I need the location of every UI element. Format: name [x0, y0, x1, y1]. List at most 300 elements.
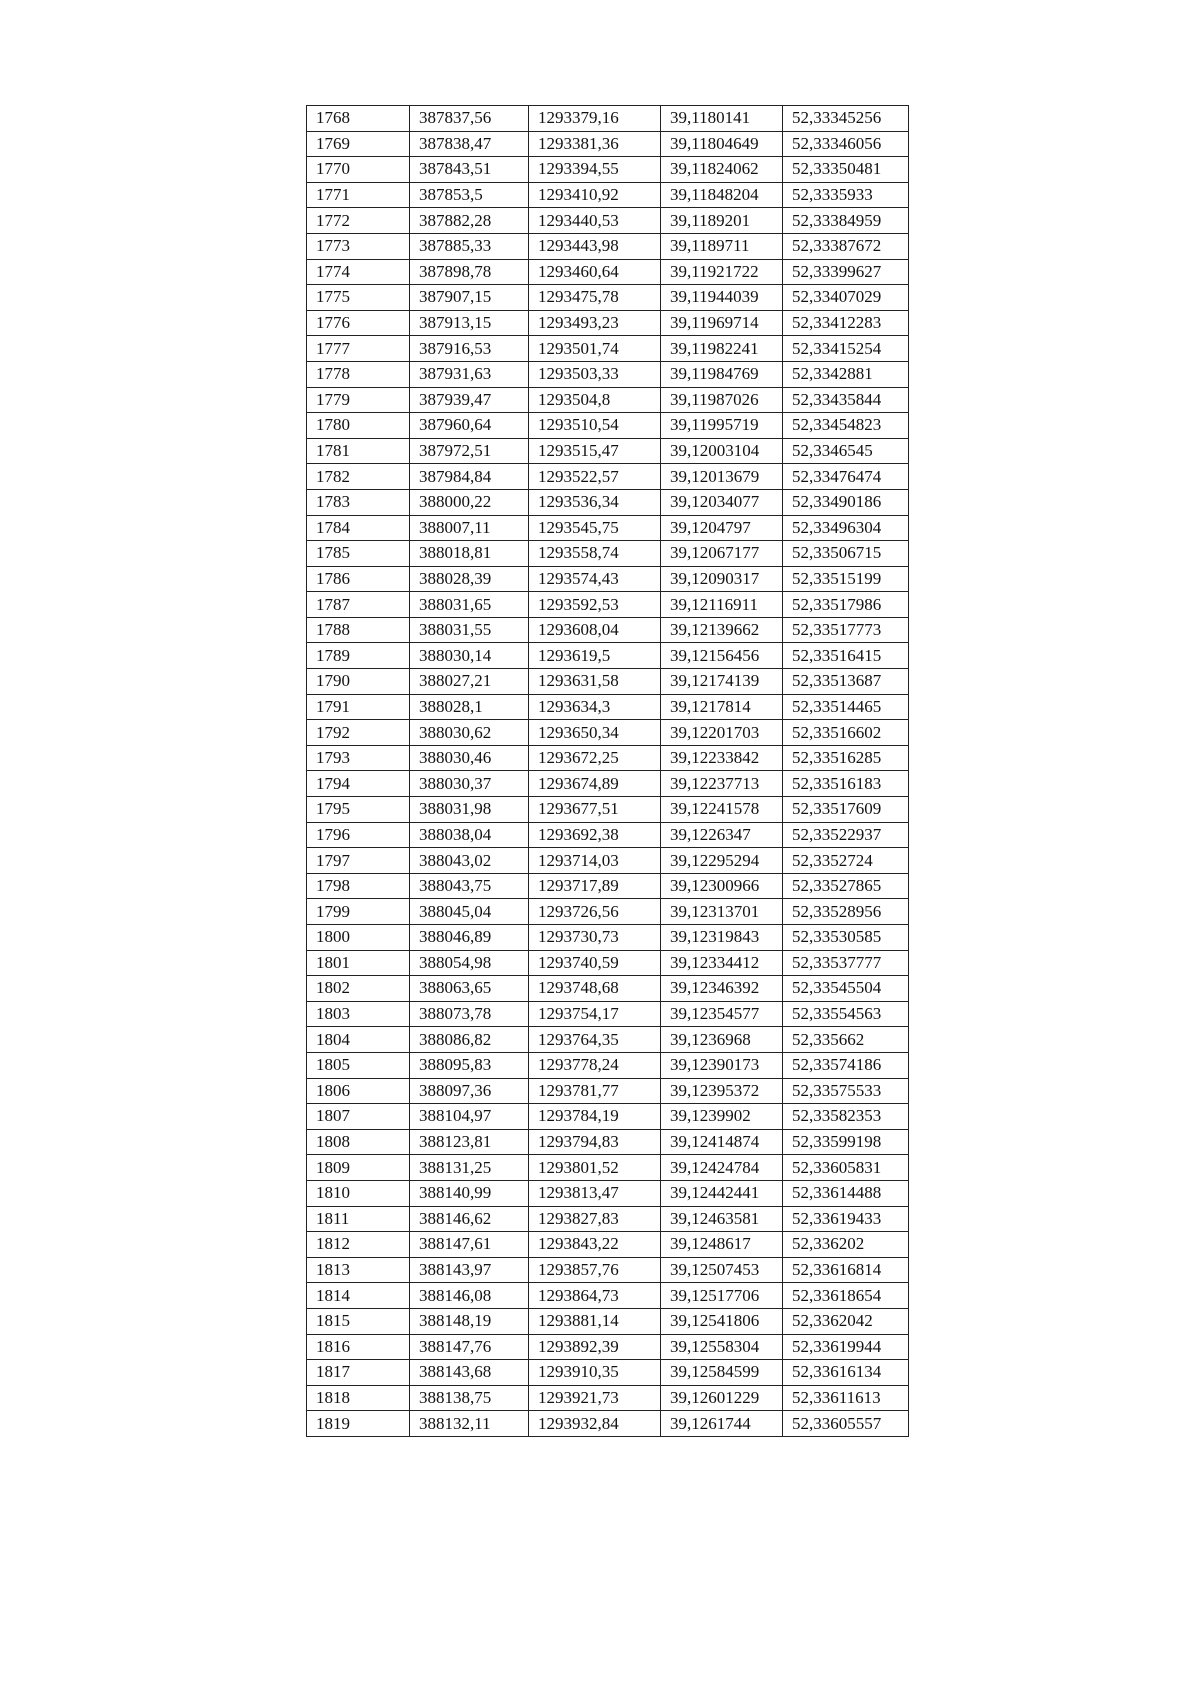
table-row: [307, 541, 909, 567]
table-row: [307, 285, 909, 311]
table-row: [307, 361, 909, 387]
longitude-cell: 39,1217814: [661, 694, 783, 720]
point-number-cell: 1805: [307, 1052, 410, 1078]
y-coordinate-cell: 1293864,73: [529, 1283, 661, 1309]
x-coordinate-cell: 388146,62: [410, 1206, 529, 1232]
latitude-cell: 52,33618654: [783, 1283, 909, 1309]
longitude-cell: 39,12067177: [661, 541, 783, 567]
x-coordinate-cell: 388030,37: [410, 771, 529, 797]
point-number-cell: 1810: [307, 1180, 410, 1206]
latitude-cell: 52,33517986: [783, 592, 909, 618]
latitude-cell: 52,33513687: [783, 669, 909, 695]
x-coordinate-cell: 388147,61: [410, 1232, 529, 1258]
latitude-cell: 52,33454823: [783, 413, 909, 439]
y-coordinate-cell: 1293730,73: [529, 925, 661, 951]
x-coordinate-cell: 388143,97: [410, 1257, 529, 1283]
point-number-cell: 1782: [307, 464, 410, 490]
longitude-cell: 39,12584599: [661, 1360, 783, 1386]
x-coordinate-cell: 388140,99: [410, 1180, 529, 1206]
x-coordinate-cell: 388027,21: [410, 669, 529, 695]
x-coordinate-cell: 388043,75: [410, 873, 529, 899]
x-coordinate-cell: 387960,64: [410, 413, 529, 439]
x-coordinate-cell: 388018,81: [410, 541, 529, 567]
latitude-cell: 52,33412283: [783, 310, 909, 336]
latitude-cell: 52,33516183: [783, 771, 909, 797]
longitude-cell: 39,12319843: [661, 925, 783, 951]
longitude-cell: 39,1204797: [661, 515, 783, 541]
table-row: [307, 1155, 909, 1181]
longitude-cell: 39,1236968: [661, 1027, 783, 1053]
longitude-cell: 39,12346392: [661, 976, 783, 1002]
point-number-cell: 1819: [307, 1411, 410, 1437]
y-coordinate-cell: 1293501,74: [529, 336, 661, 362]
x-coordinate-cell: 388123,81: [410, 1129, 529, 1155]
x-coordinate-cell: 388043,02: [410, 848, 529, 874]
y-coordinate-cell: 1293475,78: [529, 285, 661, 311]
x-coordinate-cell: 387843,51: [410, 157, 529, 183]
longitude-cell: 39,12116911: [661, 592, 783, 618]
latitude-cell: 52,33346056: [783, 131, 909, 157]
longitude-cell: 39,11987026: [661, 387, 783, 413]
y-coordinate-cell: 1293813,47: [529, 1180, 661, 1206]
y-coordinate-cell: 1293608,04: [529, 617, 661, 643]
y-coordinate-cell: 1293748,68: [529, 976, 661, 1002]
y-coordinate-cell: 1293443,98: [529, 233, 661, 259]
longitude-cell: 39,1248617: [661, 1232, 783, 1258]
point-number-cell: 1794: [307, 771, 410, 797]
point-number-cell: 1787: [307, 592, 410, 618]
point-number-cell: 1809: [307, 1155, 410, 1181]
x-coordinate-cell: 388146,08: [410, 1283, 529, 1309]
y-coordinate-cell: 1293650,34: [529, 720, 661, 746]
x-coordinate-cell: 388038,04: [410, 822, 529, 848]
y-coordinate-cell: 1293857,76: [529, 1257, 661, 1283]
y-coordinate-cell: 1293381,36: [529, 131, 661, 157]
y-coordinate-cell: 1293493,23: [529, 310, 661, 336]
table-row: [307, 1308, 909, 1334]
x-coordinate-cell: 387885,33: [410, 233, 529, 259]
latitude-cell: 52,33476474: [783, 464, 909, 490]
y-coordinate-cell: 1293545,75: [529, 515, 661, 541]
point-number-cell: 1816: [307, 1334, 410, 1360]
point-number-cell: 1804: [307, 1027, 410, 1053]
latitude-cell: 52,33619944: [783, 1334, 909, 1360]
table-row: [307, 413, 909, 439]
longitude-cell: 39,11848204: [661, 182, 783, 208]
table-row: [307, 720, 909, 746]
latitude-cell: 52,33619433: [783, 1206, 909, 1232]
x-coordinate-cell: 387838,47: [410, 131, 529, 157]
latitude-cell: 52,33582353: [783, 1104, 909, 1130]
latitude-cell: 52,3342881: [783, 361, 909, 387]
longitude-cell: 39,12034077: [661, 489, 783, 515]
x-coordinate-cell: 388147,76: [410, 1334, 529, 1360]
table-row: [307, 771, 909, 797]
latitude-cell: 52,33616814: [783, 1257, 909, 1283]
table-row: [307, 438, 909, 464]
point-number-cell: 1817: [307, 1360, 410, 1386]
y-coordinate-cell: 1293522,57: [529, 464, 661, 490]
longitude-cell: 39,1189201: [661, 208, 783, 234]
y-coordinate-cell: 1293843,22: [529, 1232, 661, 1258]
longitude-cell: 39,12300966: [661, 873, 783, 899]
longitude-cell: 39,12601229: [661, 1385, 783, 1411]
longitude-cell: 39,12390173: [661, 1052, 783, 1078]
table-row: [307, 643, 909, 669]
point-number-cell: 1791: [307, 694, 410, 720]
y-coordinate-cell: 1293394,55: [529, 157, 661, 183]
latitude-cell: 52,33517609: [783, 797, 909, 823]
longitude-cell: 39,12003104: [661, 438, 783, 464]
y-coordinate-cell: 1293881,14: [529, 1308, 661, 1334]
x-coordinate-cell: 388095,83: [410, 1052, 529, 1078]
point-number-cell: 1778: [307, 361, 410, 387]
point-number-cell: 1813: [307, 1257, 410, 1283]
x-coordinate-cell: 388028,39: [410, 566, 529, 592]
latitude-cell: 52,33514465: [783, 694, 909, 720]
longitude-cell: 39,12517706: [661, 1283, 783, 1309]
table-row: [307, 515, 909, 541]
table-row: [307, 131, 909, 157]
y-coordinate-cell: 1293440,53: [529, 208, 661, 234]
coordinates-table: [306, 105, 909, 1437]
x-coordinate-cell: 387916,53: [410, 336, 529, 362]
x-coordinate-cell: 388031,65: [410, 592, 529, 618]
latitude-cell: 52,33517773: [783, 617, 909, 643]
latitude-cell: 52,33345256: [783, 106, 909, 132]
longitude-cell: 39,12414874: [661, 1129, 783, 1155]
x-coordinate-cell: 387898,78: [410, 259, 529, 285]
longitude-cell: 39,1189711: [661, 233, 783, 259]
latitude-cell: 52,33599198: [783, 1129, 909, 1155]
table-row: [307, 694, 909, 720]
x-coordinate-cell: 387882,28: [410, 208, 529, 234]
table-row: [307, 1078, 909, 1104]
latitude-cell: 52,33605831: [783, 1155, 909, 1181]
latitude-cell: 52,33554563: [783, 1001, 909, 1027]
y-coordinate-cell: 1293827,83: [529, 1206, 661, 1232]
latitude-cell: 52,33530585: [783, 925, 909, 951]
y-coordinate-cell: 1293784,19: [529, 1104, 661, 1130]
y-coordinate-cell: 1293781,77: [529, 1078, 661, 1104]
table-row: [307, 950, 909, 976]
latitude-cell: 52,33614488: [783, 1180, 909, 1206]
table-row: [307, 1283, 909, 1309]
point-number-cell: 1774: [307, 259, 410, 285]
longitude-cell: 39,12013679: [661, 464, 783, 490]
point-number-cell: 1779: [307, 387, 410, 413]
y-coordinate-cell: 1293558,74: [529, 541, 661, 567]
table-row: [307, 592, 909, 618]
y-coordinate-cell: 1293379,16: [529, 106, 661, 132]
point-number-cell: 1796: [307, 822, 410, 848]
latitude-cell: 52,3335933: [783, 182, 909, 208]
table-row: [307, 745, 909, 771]
y-coordinate-cell: 1293634,3: [529, 694, 661, 720]
longitude-cell: 39,12558304: [661, 1334, 783, 1360]
y-coordinate-cell: 1293754,17: [529, 1001, 661, 1027]
latitude-cell: 52,33490186: [783, 489, 909, 515]
x-coordinate-cell: 388030,46: [410, 745, 529, 771]
longitude-cell: 39,12156456: [661, 643, 783, 669]
y-coordinate-cell: 1293619,5: [529, 643, 661, 669]
y-coordinate-cell: 1293692,38: [529, 822, 661, 848]
table-row: [307, 899, 909, 925]
point-number-cell: 1790: [307, 669, 410, 695]
point-number-cell: 1797: [307, 848, 410, 874]
x-coordinate-cell: 388104,97: [410, 1104, 529, 1130]
y-coordinate-cell: 1293932,84: [529, 1411, 661, 1437]
x-coordinate-cell: 388046,89: [410, 925, 529, 951]
table-row: [307, 1206, 909, 1232]
latitude-cell: 52,33435844: [783, 387, 909, 413]
x-coordinate-cell: 388131,25: [410, 1155, 529, 1181]
point-number-cell: 1785: [307, 541, 410, 567]
table-row: [307, 1180, 909, 1206]
point-number-cell: 1798: [307, 873, 410, 899]
point-number-cell: 1808: [307, 1129, 410, 1155]
longitude-cell: 39,12233842: [661, 745, 783, 771]
point-number-cell: 1802: [307, 976, 410, 1002]
point-number-cell: 1772: [307, 208, 410, 234]
point-number-cell: 1773: [307, 233, 410, 259]
longitude-cell: 39,1226347: [661, 822, 783, 848]
latitude-cell: 52,3362042: [783, 1308, 909, 1334]
table-row: [307, 489, 909, 515]
point-number-cell: 1783: [307, 489, 410, 515]
x-coordinate-cell: 388143,68: [410, 1360, 529, 1386]
y-coordinate-cell: 1293921,73: [529, 1385, 661, 1411]
longitude-cell: 39,12507453: [661, 1257, 783, 1283]
x-coordinate-cell: 388030,14: [410, 643, 529, 669]
latitude-cell: 52,33407029: [783, 285, 909, 311]
longitude-cell: 39,12334412: [661, 950, 783, 976]
point-number-cell: 1803: [307, 1001, 410, 1027]
x-coordinate-cell: 387853,5: [410, 182, 529, 208]
longitude-cell: 39,12237713: [661, 771, 783, 797]
table-row: [307, 566, 909, 592]
x-coordinate-cell: 388063,65: [410, 976, 529, 1002]
point-number-cell: 1776: [307, 310, 410, 336]
table-row: [307, 617, 909, 643]
table-row: [307, 310, 909, 336]
table-row: [307, 1411, 909, 1437]
table-row: [307, 1360, 909, 1386]
x-coordinate-cell: 388073,78: [410, 1001, 529, 1027]
latitude-cell: 52,33574186: [783, 1052, 909, 1078]
table-row: [307, 259, 909, 285]
point-number-cell: 1784: [307, 515, 410, 541]
longitude-cell: 39,1261744: [661, 1411, 783, 1437]
table-row: [307, 157, 909, 183]
longitude-cell: 39,1180141: [661, 106, 783, 132]
x-coordinate-cell: 388030,62: [410, 720, 529, 746]
y-coordinate-cell: 1293674,89: [529, 771, 661, 797]
y-coordinate-cell: 1293460,64: [529, 259, 661, 285]
table-row: [307, 976, 909, 1002]
longitude-cell: 39,12090317: [661, 566, 783, 592]
longitude-cell: 39,12354577: [661, 1001, 783, 1027]
longitude-cell: 39,12313701: [661, 899, 783, 925]
x-coordinate-cell: 387907,15: [410, 285, 529, 311]
y-coordinate-cell: 1293801,52: [529, 1155, 661, 1181]
point-number-cell: 1788: [307, 617, 410, 643]
longitude-cell: 39,12541806: [661, 1308, 783, 1334]
table-row: [307, 1257, 909, 1283]
y-coordinate-cell: 1293677,51: [529, 797, 661, 823]
longitude-cell: 39,11824062: [661, 157, 783, 183]
table-row: [307, 1027, 909, 1053]
latitude-cell: 52,3346545: [783, 438, 909, 464]
table-row: [307, 182, 909, 208]
x-coordinate-cell: 388028,1: [410, 694, 529, 720]
latitude-cell: 52,3352724: [783, 848, 909, 874]
y-coordinate-cell: 1293892,39: [529, 1334, 661, 1360]
longitude-cell: 39,12201703: [661, 720, 783, 746]
x-coordinate-cell: 388086,82: [410, 1027, 529, 1053]
x-coordinate-cell: 387984,84: [410, 464, 529, 490]
longitude-cell: 39,1239902: [661, 1104, 783, 1130]
point-number-cell: 1769: [307, 131, 410, 157]
point-number-cell: 1781: [307, 438, 410, 464]
x-coordinate-cell: 388054,98: [410, 950, 529, 976]
x-coordinate-cell: 387972,51: [410, 438, 529, 464]
point-number-cell: 1818: [307, 1385, 410, 1411]
table-row: [307, 1052, 909, 1078]
y-coordinate-cell: 1293503,33: [529, 361, 661, 387]
table-row: [307, 822, 909, 848]
y-coordinate-cell: 1293536,34: [529, 489, 661, 515]
y-coordinate-cell: 1293910,35: [529, 1360, 661, 1386]
point-number-cell: 1806: [307, 1078, 410, 1104]
longitude-cell: 39,12295294: [661, 848, 783, 874]
table-row: [307, 1104, 909, 1130]
y-coordinate-cell: 1293740,59: [529, 950, 661, 976]
x-coordinate-cell: 388031,98: [410, 797, 529, 823]
point-number-cell: 1812: [307, 1232, 410, 1258]
table-row: [307, 848, 909, 874]
latitude-cell: 52,33527865: [783, 873, 909, 899]
x-coordinate-cell: 388000,22: [410, 489, 529, 515]
x-coordinate-cell: 388138,75: [410, 1385, 529, 1411]
longitude-cell: 39,11944039: [661, 285, 783, 311]
longitude-cell: 39,11982241: [661, 336, 783, 362]
y-coordinate-cell: 1293504,8: [529, 387, 661, 413]
latitude-cell: 52,33415254: [783, 336, 909, 362]
table-row: [307, 336, 909, 362]
x-coordinate-cell: 388031,55: [410, 617, 529, 643]
longitude-cell: 39,11921722: [661, 259, 783, 285]
x-coordinate-cell: 387939,47: [410, 387, 529, 413]
latitude-cell: 52,33575533: [783, 1078, 909, 1104]
point-number-cell: 1811: [307, 1206, 410, 1232]
x-coordinate-cell: 388045,04: [410, 899, 529, 925]
y-coordinate-cell: 1293672,25: [529, 745, 661, 771]
table-row: [307, 464, 909, 490]
latitude-cell: 52,33545504: [783, 976, 909, 1002]
point-number-cell: 1775: [307, 285, 410, 311]
point-number-cell: 1799: [307, 899, 410, 925]
point-number-cell: 1800: [307, 925, 410, 951]
table-row: [307, 669, 909, 695]
coordinates-table-body: [307, 106, 909, 1437]
point-number-cell: 1777: [307, 336, 410, 362]
y-coordinate-cell: 1293515,47: [529, 438, 661, 464]
x-coordinate-cell: 387837,56: [410, 106, 529, 132]
latitude-cell: 52,33616134: [783, 1360, 909, 1386]
longitude-cell: 39,12174139: [661, 669, 783, 695]
y-coordinate-cell: 1293631,58: [529, 669, 661, 695]
point-number-cell: 1801: [307, 950, 410, 976]
table-row: [307, 1129, 909, 1155]
latitude-cell: 52,33611613: [783, 1385, 909, 1411]
latitude-cell: 52,33516415: [783, 643, 909, 669]
point-number-cell: 1792: [307, 720, 410, 746]
x-coordinate-cell: 388097,36: [410, 1078, 529, 1104]
latitude-cell: 52,33528956: [783, 899, 909, 925]
table-row: [307, 208, 909, 234]
point-number-cell: 1793: [307, 745, 410, 771]
x-coordinate-cell: 387913,15: [410, 310, 529, 336]
longitude-cell: 39,12424784: [661, 1155, 783, 1181]
latitude-cell: 52,33537777: [783, 950, 909, 976]
point-number-cell: 1786: [307, 566, 410, 592]
point-number-cell: 1815: [307, 1308, 410, 1334]
table-row: [307, 797, 909, 823]
y-coordinate-cell: 1293592,53: [529, 592, 661, 618]
table-row: [307, 1385, 909, 1411]
y-coordinate-cell: 1293510,54: [529, 413, 661, 439]
point-number-cell: 1771: [307, 182, 410, 208]
latitude-cell: 52,33522937: [783, 822, 909, 848]
y-coordinate-cell: 1293574,43: [529, 566, 661, 592]
latitude-cell: 52,33496304: [783, 515, 909, 541]
latitude-cell: 52,33350481: [783, 157, 909, 183]
longitude-cell: 39,12241578: [661, 797, 783, 823]
y-coordinate-cell: 1293410,92: [529, 182, 661, 208]
point-number-cell: 1780: [307, 413, 410, 439]
x-coordinate-cell: 388007,11: [410, 515, 529, 541]
y-coordinate-cell: 1293726,56: [529, 899, 661, 925]
latitude-cell: 52,33516285: [783, 745, 909, 771]
latitude-cell: 52,336202: [783, 1232, 909, 1258]
latitude-cell: 52,33515199: [783, 566, 909, 592]
point-number-cell: 1789: [307, 643, 410, 669]
latitude-cell: 52,33605557: [783, 1411, 909, 1437]
x-coordinate-cell: 388148,19: [410, 1308, 529, 1334]
longitude-cell: 39,11969714: [661, 310, 783, 336]
y-coordinate-cell: 1293764,35: [529, 1027, 661, 1053]
point-number-cell: 1795: [307, 797, 410, 823]
longitude-cell: 39,12395372: [661, 1078, 783, 1104]
latitude-cell: 52,335662: [783, 1027, 909, 1053]
y-coordinate-cell: 1293717,89: [529, 873, 661, 899]
table-row: [307, 106, 909, 132]
table-row: [307, 233, 909, 259]
longitude-cell: 39,12442441: [661, 1180, 783, 1206]
latitude-cell: 52,33384959: [783, 208, 909, 234]
longitude-cell: 39,12139662: [661, 617, 783, 643]
table-row: [307, 873, 909, 899]
latitude-cell: 52,33399627: [783, 259, 909, 285]
x-coordinate-cell: 387931,63: [410, 361, 529, 387]
table-row: [307, 1232, 909, 1258]
y-coordinate-cell: 1293794,83: [529, 1129, 661, 1155]
longitude-cell: 39,11984769: [661, 361, 783, 387]
latitude-cell: 52,33516602: [783, 720, 909, 746]
longitude-cell: 39,11804649: [661, 131, 783, 157]
y-coordinate-cell: 1293778,24: [529, 1052, 661, 1078]
